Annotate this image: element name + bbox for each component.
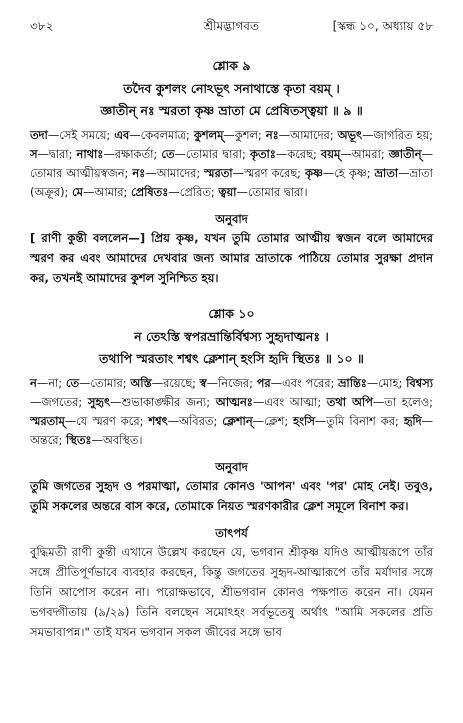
purport-text: বুদ্ধিমতী রাণী কুন্তী এখানে উল্লেখ করছেন যে, ভগবান শ্রীকৃষ্ণ যদিও আত্মীয়রূপে তাঁর সঙ্গে প্রীতিপূর্ণভাবে ব্যবহার করছেন, কিন্তু জগতের সুহৃদ-আত্মারূপে তাঁর মর্যাদার সঙ্গে তিনি আপোস করেন না। পরোক্ষভাবে, শ্রীভগবান কোনও পক্ষপাত করেন না। যেমন ভগবদ্গীতায় (৯/২৯) তিনি বলছেন সমোঽহং সর্বভূতেষু অর্থাৎ "আমি সকলের প্রতি সমভাবাপন্ন।" তাই যখন ভগবান সকল জীবের সঙ্গে ভাব — [30, 545, 433, 639]
verse-10-text — [30, 326, 433, 370]
synonym-word: ক্লেশান্ — [222, 414, 253, 428]
synonym-meaning: না; — [48, 376, 66, 390]
synonym-meaning: সেই সময়ে; — [59, 128, 115, 142]
synonym-word: হংসি — [293, 414, 315, 428]
verse-10-line: ন তেঽস্তি স্বপরভ্রান্তির্বিশ্বস্য সুহৃদাত্মনঃ । — [134, 329, 329, 344]
page-number: ৩৮২ — [30, 19, 54, 33]
synonym-meaning: এবং আত্মা; — [264, 395, 327, 409]
synonym-meaning: জাগরিত হয়; — [373, 128, 434, 142]
synonym-meaning: মোহ; — [378, 376, 407, 390]
synonym-word: কৃতাঃ — [249, 147, 276, 161]
book-title: শ্রীমদ্ভাগবত — [203, 19, 259, 33]
verse-9-line: তদৈব কুশলং নোঽভূৎ সনাথাস্তে কৃতা বয়ম্ । — [123, 81, 340, 96]
synonym-meaning: অন্তরে; — [30, 433, 67, 447]
synonym-meaning: ক্লেশ; — [264, 414, 294, 428]
synonym-meaning: তোমার দ্বারা; — [185, 147, 250, 161]
synonym-word: ত্বয়া — [218, 185, 237, 199]
synonym-word: পর — [256, 376, 271, 390]
verse-9-synonyms: তদা—সেই সময়ে; এব—কেবলমাত্র; কুশলম্—কুশল; নঃ—আমাদের; অভূৎ—জাগরিত হয়; স—দ্বারা; নাথাঃ—রক্ষাকর্তা; তে—তোমার দ্বারা; কৃতাঃ—করেছ; বয়ম্—আমরা; জ্ঞাতীন্—তোমার আত্মীয়স্বজন; নঃ—আমাদের; স্মরতা—স্মরণ করেছ; কৃষ্ণ—হে কৃষ্ণ; ভ্রাতা—ভ্রাতা (অক্রূর); মে—আমার; প্রেষিতঃ—প্রেরিত; ত্বয়া—তোমার দ্বারা। — [30, 128, 434, 199]
synonym-meaning: অবিরত; — [179, 414, 223, 428]
synonym-meaning: তোমার দ্বারা। — [247, 185, 308, 199]
synonym-word: এব — [114, 128, 130, 142]
synonym-word: নঃ — [132, 166, 146, 180]
synonym-meaning: তা হলেও; — [384, 395, 433, 409]
verse-10-heading: শ্লোক ১০ — [208, 306, 255, 321]
synonym-word: স্মরতাম্ — [30, 414, 65, 428]
synonym-meaning: দ্বারা; — [48, 147, 77, 161]
synonym-word: মে — [72, 185, 83, 199]
synonym-word: কুশলম্ — [193, 128, 224, 142]
synonym-meaning: যে স্মরণ করে; — [76, 414, 149, 428]
page-header — [30, 18, 433, 40]
synonym-word: তে — [65, 376, 80, 390]
synonym-meaning: আমরা; — [351, 147, 389, 161]
verse-10-translation: তুমি জগতের সুহৃদ ও পরমাত্মা, তোমার কোনও 'আপন' এবং 'পর' মোহ নেই। তবুও, তুমি সকলের অন্তরে বাস করে, তোমাকে নিয়ত স্মরণকারীর ক্লেশ সমূলে বিনাশ কর। — [30, 479, 433, 513]
synonym-meaning: তুমি বিনাশ কর; — [326, 414, 404, 428]
verse-9-translation: [ রাণী কুন্তী বললেন—] প্রিয় কৃষ্ণ, যখন তুমি তোমার আত্মীয় স্বজন বলে আমাদের স্মরণ কর এবং আমাদের দেখবার জন্য আমার ভ্রাতাকে পাঠিয়ে তোমার সুরক্ষা প্রদান কর, তখনই আমাদের কুশল সুনিশ্চিত হয়। — [30, 231, 433, 285]
purport-heading: তাৎপর্য — [215, 526, 248, 540]
synonym-word: অভূৎ — [337, 128, 363, 142]
synonym-word: বিশ্বস্য — [406, 376, 434, 390]
synonym-meaning: নিজের; — [217, 376, 257, 390]
verse-10-line: তথাপি স্মরতাং শশ্বৎ ক্লেশান্ হংসি হৃদি স্থিতঃ ॥ ১০ ॥ — [98, 351, 364, 366]
synonym-word: প্রেষিতঃ — [131, 185, 169, 199]
synonym-meaning: স্মরণ করেছ; — [244, 166, 305, 180]
synonym-word: স্মরতা — [204, 166, 233, 180]
synonym-meaning: প্রেরিত; — [179, 185, 219, 199]
synonym-meaning: রক্ষাকর্তা; — [114, 147, 162, 161]
synonym-word: সুহৃৎ — [87, 395, 111, 409]
synonym-meaning: করেছ; — [287, 147, 321, 161]
synonym-word: স — [30, 147, 38, 161]
synonym-word: নঃ — [265, 128, 279, 142]
synonym-meaning: ভ্রাতা (অক্রূর); — [30, 166, 433, 199]
synonym-word: কৃষ্ণ — [305, 166, 323, 180]
verse-10-translation-heading: অনুবাদ — [215, 460, 248, 474]
synonym-meaning: কুশল; — [234, 128, 266, 142]
verse-9-text — [30, 78, 433, 122]
synonym-word: তদা — [30, 128, 48, 142]
synonym-word: স্ব — [199, 376, 207, 390]
synonym-meaning: আমাদের; — [156, 166, 205, 180]
synonym-meaning: শুভাকাঙ্ক্ষীর জন্য; — [121, 395, 216, 409]
synonym-meaning: অবস্থিত। — [102, 433, 143, 447]
synonym-meaning: জগতের; — [41, 395, 88, 409]
synonym-word: হৃদি — [403, 414, 422, 428]
synonym-meaning: আমাদের; — [290, 128, 338, 142]
synonym-meaning: এবং পরের; — [282, 376, 339, 390]
synonym-word: জ্ঞাতীন্ — [388, 147, 422, 161]
synonym-word: আত্মনঃ — [215, 395, 253, 409]
synonym-word: ন — [30, 376, 37, 390]
verse-9-line: জ্ঞাতীন্ নঃ স্মরতা কৃষ্ণ ভ্রাতা মে প্রেষিতস্ত্বয়া ॥ ৯ ॥ — [100, 103, 363, 118]
synonym-word: অস্তি — [130, 376, 152, 390]
synonym-word: ভ্রাতা — [374, 166, 399, 180]
synonym-word: তথা অপি — [326, 395, 373, 409]
section-reference: [স্কন্ধ ১০, অধ্যায় ৫৮ — [332, 19, 433, 33]
synonym-word: তে — [161, 147, 175, 161]
synonym-meaning: আমার; — [94, 185, 131, 199]
verse-10-synonyms: ন—না; তে—তোমার; অস্তি—রয়েছে; স্ব—নিজের; পর—এবং পরের; ভ্রান্তিঃ—মোহ; বিশ্বস্য—জগতের; সুহৃৎ—শুভাকাঙ্ক্ষীর জন্য; আত্মনঃ—এবং আত্মা; তথা অপি—তা হলেও; স্মরতাম্—যে স্মরণ করে; শশ্বৎ—অবিরত; ক্লেশান্—ক্লেশ; হংসি—তুমি বিনাশ কর; হৃদি—অন্তরে; স্থিতঃ—অবস্থিত। — [30, 376, 434, 447]
synonym-word: ভ্রান্তিঃ — [338, 376, 367, 390]
synonym-meaning: রয়েছে; — [163, 376, 200, 390]
synonym-word: শশ্বৎ — [148, 414, 168, 428]
synonym-word: স্থিতঃ — [66, 433, 92, 447]
synonym-meaning: কেবলমাত্র; — [140, 128, 194, 142]
synonym-meaning: তোমার; — [90, 376, 131, 390]
synonym-meaning: তোমার আত্মীয়স্বজন; — [30, 166, 133, 180]
synonym-meaning: হে কৃষ্ণ; — [334, 166, 375, 180]
synonym-word: বয়ম্ — [320, 147, 341, 161]
verse-9-translation-heading: অনুবাদ — [215, 212, 248, 226]
verse-9-heading: শ্লোক ৯ — [212, 58, 251, 73]
synonym-word: নাথাঃ — [76, 147, 104, 161]
